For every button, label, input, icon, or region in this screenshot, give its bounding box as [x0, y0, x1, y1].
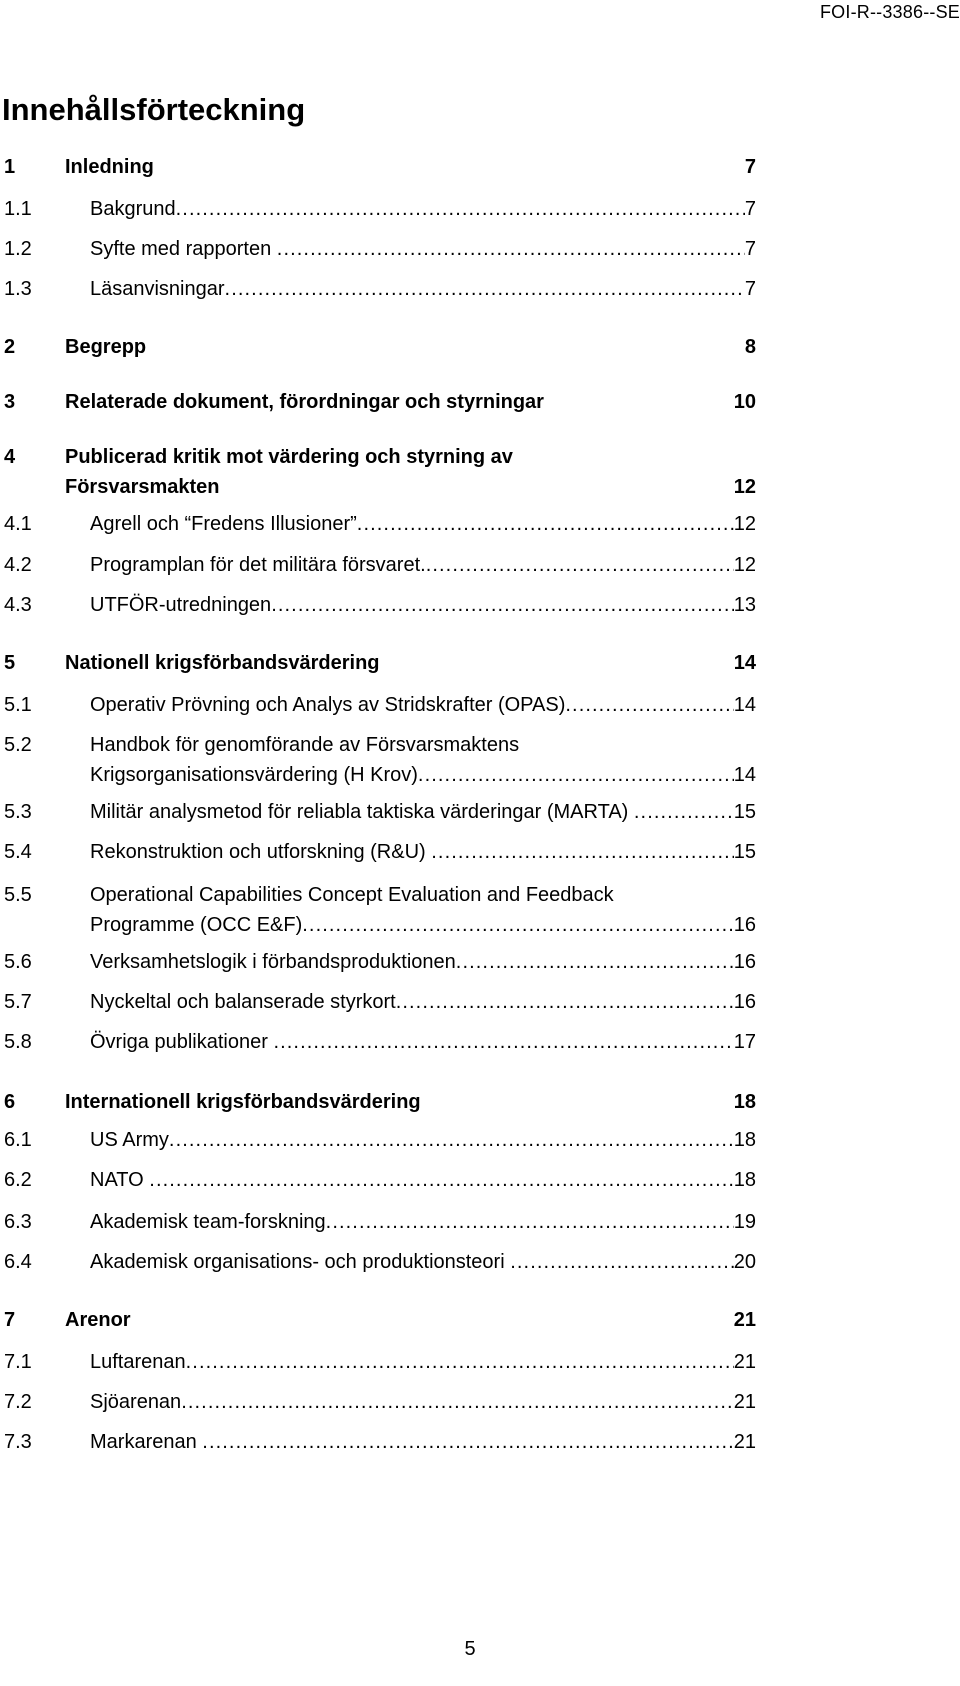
toc-dot-leader: [149, 1168, 733, 1192]
toc-entry-page: 21: [733, 1309, 756, 1331]
toc-entry-title: [90, 1250, 756, 1275]
toc-entry-title: [65, 335, 756, 360]
toc-entry-page: 15: [733, 841, 756, 863]
toc-entry-title-line: Sjöarenan: [90, 1391, 182, 1413]
toc-entry-title-line: Internationell krigsförbandsvärdering: [65, 1091, 421, 1113]
toc-entry-title: [90, 512, 756, 537]
toc-entry-title-line: Akademisk organisations- och produktionsteori: [90, 1251, 511, 1273]
toc-entry-page: 21: [733, 1431, 756, 1453]
toc-dot-leader: [176, 197, 745, 221]
toc-entry-page: 16: [733, 991, 756, 1013]
toc-entry-title-line: Militär analysmetod för reliabla taktiska värderingar (MARTA): [90, 801, 634, 823]
toc-entry-title: [65, 445, 756, 500]
toc-entry-number: 1.1: [4, 198, 32, 220]
toc-dot-leader: [181, 1390, 734, 1414]
toc-entry-title-line: Bakgrund: [90, 198, 176, 220]
toc-entry-title: [65, 651, 756, 676]
toc-entry-title: [90, 693, 756, 718]
toc-entry-title: [90, 1430, 756, 1455]
toc-entry-page: 14: [733, 764, 756, 786]
toc-entry-number: 5.7: [4, 991, 32, 1013]
toc-title: Innehållsförteckning: [2, 92, 306, 127]
toc-dot-leader: [273, 1030, 733, 1054]
toc-entry-title: [90, 733, 756, 788]
toc-dot-leader: [426, 553, 734, 577]
toc-entry-number: 1.2: [4, 238, 32, 260]
toc-dot-leader: [565, 693, 733, 717]
toc-entry-title-line: Försvarsmakten: [65, 476, 220, 498]
toc-entry-number: 4.3: [4, 594, 32, 616]
toc-entry-number: 1.3: [4, 278, 32, 300]
toc-dot-leader: [202, 1430, 733, 1454]
toc-entry-title: [90, 1030, 756, 1055]
toc-entry-title-line: Rekonstruktion och utforskning (R&U): [90, 841, 432, 863]
toc-entry-title-line: Akademisk team-forskning: [90, 1211, 326, 1233]
toc-entry-title: [65, 155, 756, 180]
toc-entry-number: 5.4: [4, 841, 32, 863]
toc-entry-page: 16: [733, 914, 756, 936]
toc-entry-page: 21: [733, 1351, 756, 1373]
toc-entry-title-line: Arenor: [65, 1309, 131, 1331]
toc-entry-title-line: Handbok för genomförande av Försvarsmaktens: [90, 734, 520, 756]
toc-entry-number: 5.8: [4, 1031, 32, 1053]
toc-dot-leader: [169, 1128, 734, 1152]
toc-dot-leader: [634, 800, 734, 824]
toc-entry-page: 10: [733, 391, 756, 413]
toc-entry-number: 4.1: [4, 513, 32, 535]
page-number: 5: [464, 1638, 476, 1660]
toc-entry-title: [90, 277, 756, 302]
toc-entry-title-line: Operational Capabilities Concept Evaluation and Feedback: [90, 884, 614, 906]
toc-entry-number: 7.1: [4, 1351, 32, 1373]
toc-entry-page: 19: [733, 1211, 756, 1233]
toc-entry-page: 14: [733, 694, 756, 716]
toc-entry-title-line: Begrepp: [65, 336, 147, 358]
toc-entry-title-line: Övriga publikationer: [90, 1031, 274, 1053]
toc-entry-title: [90, 1168, 756, 1193]
toc-entry-number: 7.2: [4, 1391, 32, 1413]
toc-dot-leader: [357, 512, 734, 536]
toc-entry-number: 6.3: [4, 1211, 32, 1233]
toc-entry-title: [90, 883, 756, 938]
toc-entry-number: 7: [4, 1309, 16, 1331]
toc-entry-number: 6.4: [4, 1251, 32, 1273]
toc-entry-title: [90, 950, 756, 975]
toc-entry-page: 14: [733, 652, 756, 674]
toc-entry-page: 21: [733, 1391, 756, 1413]
toc-entry-title-line: Operativ Prövning och Analys av Stridskrafter (OPAS): [90, 694, 566, 716]
toc-dot-leader: [431, 840, 734, 864]
toc-entry-number: 6.1: [4, 1129, 32, 1151]
toc-entry-page: 7: [744, 198, 756, 220]
toc-entry-number: 5.5: [4, 884, 32, 906]
toc-entry-title: [65, 1090, 756, 1115]
toc-entry-title-line: Nyckeltal och balanserade styrkort: [90, 991, 396, 1013]
toc-entry-title: [90, 553, 756, 578]
toc-entry-title: [90, 1128, 756, 1153]
toc-entry-title: [90, 593, 756, 618]
toc-entry-page: 7: [744, 278, 756, 300]
toc-entry-page: 20: [733, 1251, 756, 1273]
toc-entry-title-line: Verksamhetslogik i förbandsproduktionen: [90, 951, 456, 973]
toc-entry-title: [90, 237, 756, 262]
toc-entry-title-line: Krigsorganisationsvärdering (H Krov): [90, 764, 418, 786]
toc-entry-page: 8: [744, 336, 756, 358]
toc-entry-page: 15: [733, 801, 756, 823]
toc-entry-title: [90, 1390, 756, 1415]
toc-entry-page: 18: [733, 1091, 756, 1113]
toc-entry-number: 7.3: [4, 1431, 32, 1453]
document-code-header: FOI-R--3386--SE: [819, 2, 960, 22]
toc-entry-number: 1: [4, 156, 16, 178]
toc-entry-title-line: Inledning: [65, 156, 154, 178]
toc-entry-title-line: Syfte med rapporten: [90, 238, 277, 260]
toc-entry-title-line: Markarenan: [90, 1431, 203, 1453]
toc-entry-title: [90, 800, 756, 825]
toc-entry-title-line: Läsanvisningar: [90, 278, 225, 300]
toc-dot-leader: [271, 593, 734, 617]
toc-entry-number: 6: [4, 1091, 16, 1113]
toc-entry-page: 18: [733, 1129, 756, 1151]
toc-entry-page: 13: [733, 594, 756, 616]
toc-entry-number: 5.3: [4, 801, 32, 823]
toc-entry-title-line: Luftarenan: [90, 1351, 186, 1373]
toc-entry-number: 5.2: [4, 734, 32, 756]
toc-entry-title-line: Relaterade dokument, förordningar och styrningar: [65, 391, 544, 413]
toc-entry-title: [90, 840, 756, 865]
toc-entry-title-line: Programme (OCC E&F): [90, 914, 303, 936]
toc-entry-title-line: Programplan för det militära försvaret.: [90, 554, 426, 576]
toc-entry-title: [90, 197, 756, 222]
toc-entry-number: 2: [4, 336, 16, 358]
toc-entry-title: [90, 1350, 756, 1375]
toc-dot-leader: [456, 950, 734, 974]
toc-dot-leader: [326, 1210, 734, 1234]
toc-dot-leader: [225, 277, 745, 301]
toc-entry-title-line: Nationell krigsförbandsvärdering: [65, 652, 380, 674]
toc-entry-number: 4: [4, 446, 16, 468]
toc-entry-number: 6.2: [4, 1169, 32, 1191]
toc-entry-title-line: NATO: [90, 1169, 150, 1191]
toc-entry-title: [90, 1210, 756, 1235]
toc-entry-page: 16: [733, 951, 756, 973]
toc-entry-title: [65, 1308, 756, 1333]
toc-entry-title-line: US Army: [90, 1129, 169, 1151]
toc-entry-number: 4.2: [4, 554, 32, 576]
toc-entry-page: 7: [744, 238, 756, 260]
toc-entry-page: 17: [733, 1031, 756, 1053]
toc-dot-leader: [277, 237, 745, 261]
toc-entry-page: 12: [733, 513, 756, 535]
toc-entry-page: 12: [733, 476, 756, 498]
toc-entry-number: 5.6: [4, 951, 32, 973]
toc-entry-number: 3: [4, 391, 16, 413]
toc-dot-leader: [396, 990, 734, 1014]
toc-entry-page: 7: [744, 156, 756, 178]
toc-dot-leader: [186, 1350, 734, 1374]
toc-entry-number: 5: [4, 652, 16, 674]
toc-entry-title-line: Agrell och “Fredens Illusioner”: [90, 513, 357, 535]
toc-entry-page: 12: [733, 554, 756, 576]
toc-entry-title: [65, 390, 756, 415]
toc-entry-page: 18: [733, 1169, 756, 1191]
toc-dot-leader: [302, 913, 734, 937]
toc-entry-number: 5.1: [4, 694, 32, 716]
toc-dot-leader: [510, 1250, 734, 1274]
toc-entry-title-line: Publicerad kritik mot värdering och styrning av: [65, 446, 513, 468]
toc-dot-leader: [418, 763, 734, 787]
toc-entry-title-line: UTFÖR-utredningen: [90, 594, 272, 616]
toc-entry-title: [90, 990, 756, 1015]
